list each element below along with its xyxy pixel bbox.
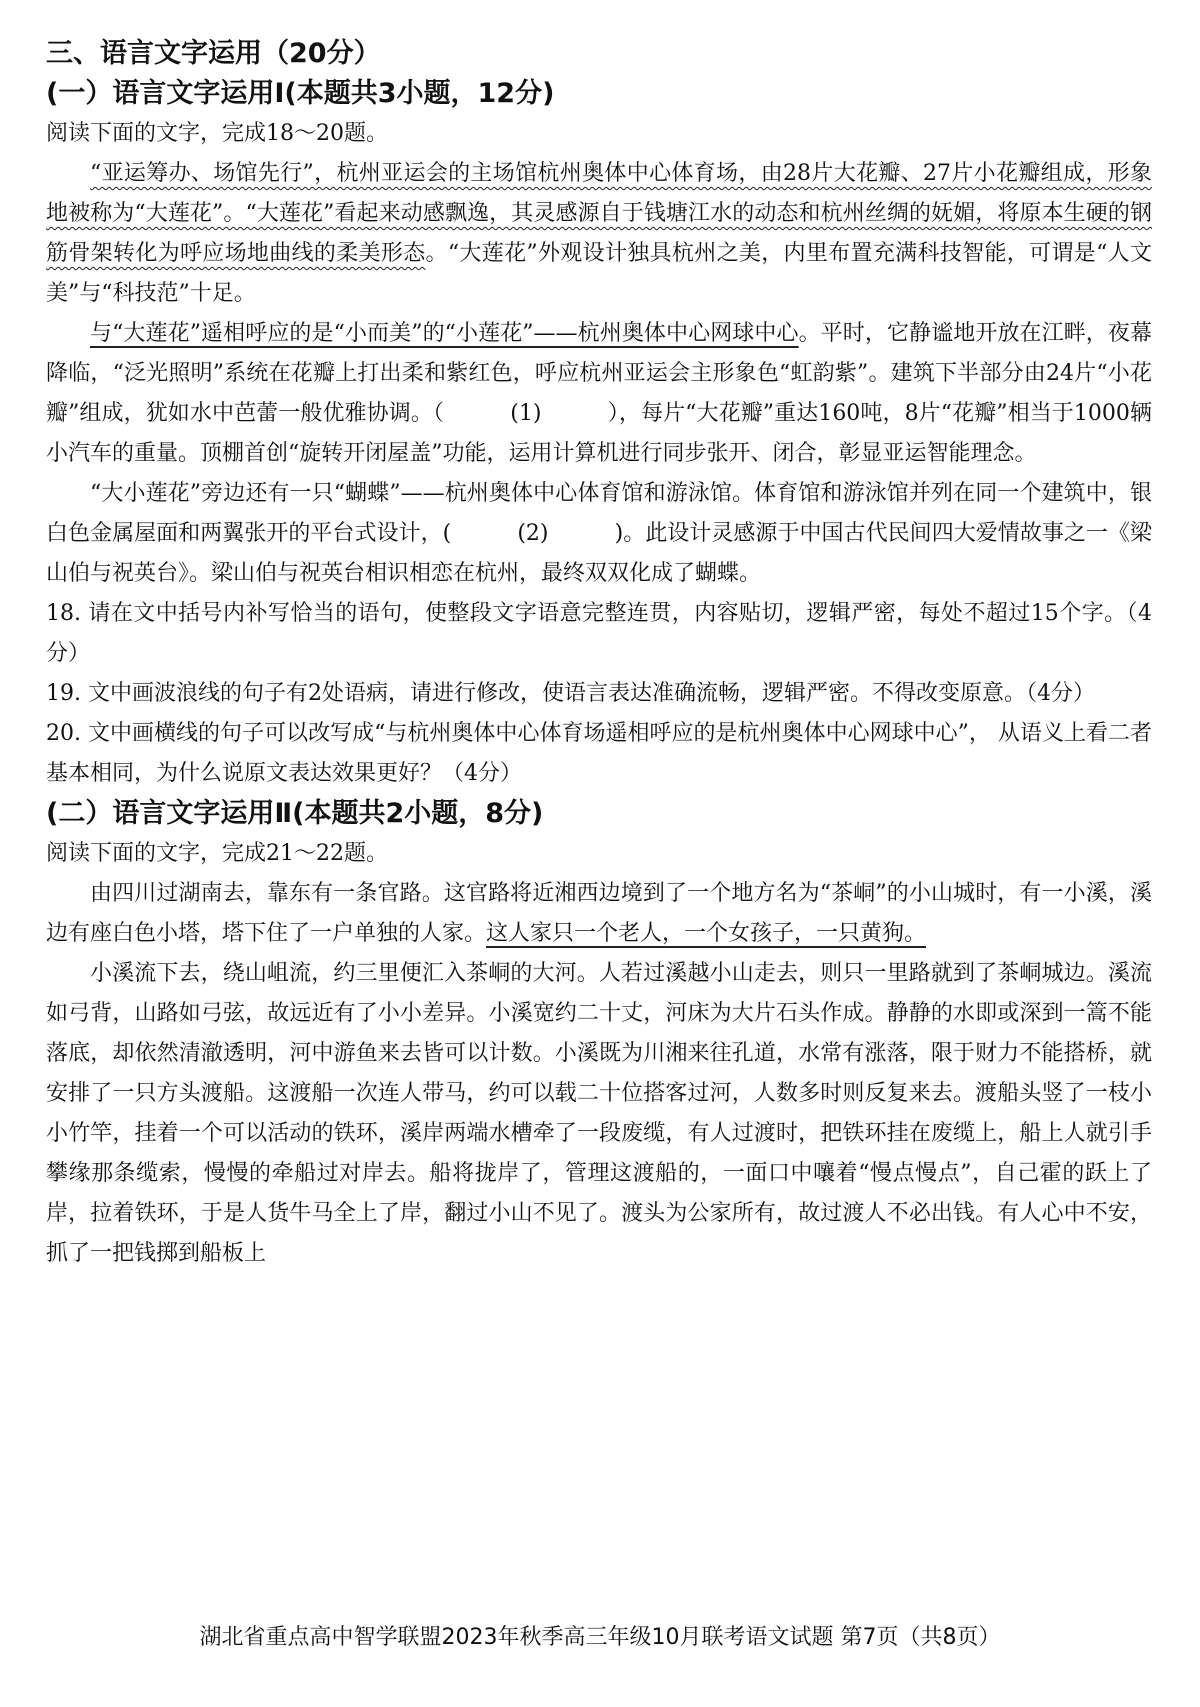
part2-title: (二）语言文字运用Ⅱ(本题共2小题，8分) [46,798,544,829]
question-20: 20. 文中画横线的句子可以改写成“与杭州奥体中心体育场遥相呼应的是杭州奥体中心网球中心”， 从语义上看二者基本相同，为什么说原文表达效果更好？（4分） [46,721,1152,786]
part2-paragraph-1 [46,874,1152,954]
paragraph-text: 。“大莲花”外观设计独具杭州之美，内里布置充满科技智能，可谓是“人文美”与“科技范”十足。 [46,241,1152,306]
part1-paragraph-3: “大小莲花”旁边还有一只“蝴蝶”——杭州奥体中心体育馆和游泳馆。体育馆和游泳馆并列在同一个建筑中，银白色金属屋面和两翼张开的平台式设计，( (2) )。此设计灵感源于中国古代民间四大爱情故事之一《梁山伯与祝英台》。梁山伯与祝英台相识相恋在杭州，最终双双化成了蝴蝶。 [46,481,1152,586]
paragraph-text: 由四川过湖南去，靠东有一条官路。这官路将近湘西边境到了一个地方名为“茶峒”的小山城时，有一小溪，溪边有座白色小塔，塔下住了一户单独的人家。 [46,881,1152,946]
part1-paragraph-1 [46,154,1152,314]
underlined-sentence: 与“大莲花”遥相呼应的是“小而美”的“小莲花”——杭州奥体中心网球中心 [90,321,799,346]
wavy-underlined-sentence: “亚运筹办、场馆先行”，杭州亚运会的主场馆杭州奥体中心体育场，由28片大花瓣、27片小花瓣组成，形象地被称为“大莲花”。“大莲花”看起来动感飘逸，其灵感源自于钱塘江水的动态和杭州丝绸的妩媚，将原本生硬的钢筋骨架转化为呼应场地曲线的柔美形态 [46,161,1152,266]
paragraph-text: 。平时，它静谧地开放在江畔，夜幕降临，“泛光照明”系统在花瓣上打出柔和紫红色，呼应杭州亚运会主形象色“虹韵紫”。建筑下半部分由24片“小花瓣”组成，犹如水中芭蕾一般优雅协调。（ (1) ），每片“大花瓣”重达160吨，8片“花瓣”相当于1000辆小汽车的重量。顶棚首创“旋转开闭屋盖”功能，运用计算机进行同步张开、闭合，彰显亚运智能理念。 [46,321,1152,466]
part1-paragraph-2 [46,314,1152,474]
section-title: 三、语言文字运用（20分） [46,38,381,69]
part1-instruction: 阅读下面的文字，完成18～20题。 [46,121,388,146]
part2-instruction: 阅读下面的文字，完成21～22题。 [46,841,388,866]
underlined-sentence: 这人家只一个老人，一个女孩子，一只黄狗。 [486,921,927,946]
question-18: 18. 请在文中括号内补写恰当的语句，使整段文字语意完整连贯，内容贴切，逻辑严密，每处不超过15个字。（4分） [46,601,1152,666]
page-footer: 湖北省重点高中智学联盟2023年秋季高三年级10月联考语文试题 第7页（共8页） [199,1625,1001,1650]
question-19: 19. 文中画波浪线的句子有2处语病，请进行修改，使语言表达准确流畅，逻辑严密。不得改变原意。（4分） [46,681,1095,706]
part2-paragraph-2: 小溪流下去，绕山岨流，约三里便汇入茶峒的大河。人若过溪越小山走去，则只一里路就到了茶峒城边。溪流如弓背，山路如弓弦，故远近有了小小差异。小溪宽约二十丈，河床为大片石头作成。静静的水即或深到一篙不能落底，却依然清澈透明，河中游鱼来去皆可以计数。小溪既为川湘来往孔道，水常有涨落，限于财力不能搭桥，就安排了一只方头渡船。这渡船一次连人带马，约可以载二十位搭客过河，人数多时则反复来去。渡船头竖了一枝小小竹竿，挂着一个可以活动的铁环，溪岸两端水槽牵了一段废缆，有人过渡时，把铁环挂在废缆上，船上人就引手攀缘那条缆索，慢慢的牵船过对岸去。船将拢岸了，管理这渡船的，一面口中嚷着“慢点慢点”，自己霍的跃上了岸，拉着铁环，于是人货牛马全上了岸，翻过小山不见了。渡头为公家所有，故过渡人不必出钱。有人心中不安，抓了一把钱掷到船板上 [46,961,1152,1266]
part1-title: (一）语言文字运用Ⅰ(本题共3小题，12分) [46,78,555,109]
